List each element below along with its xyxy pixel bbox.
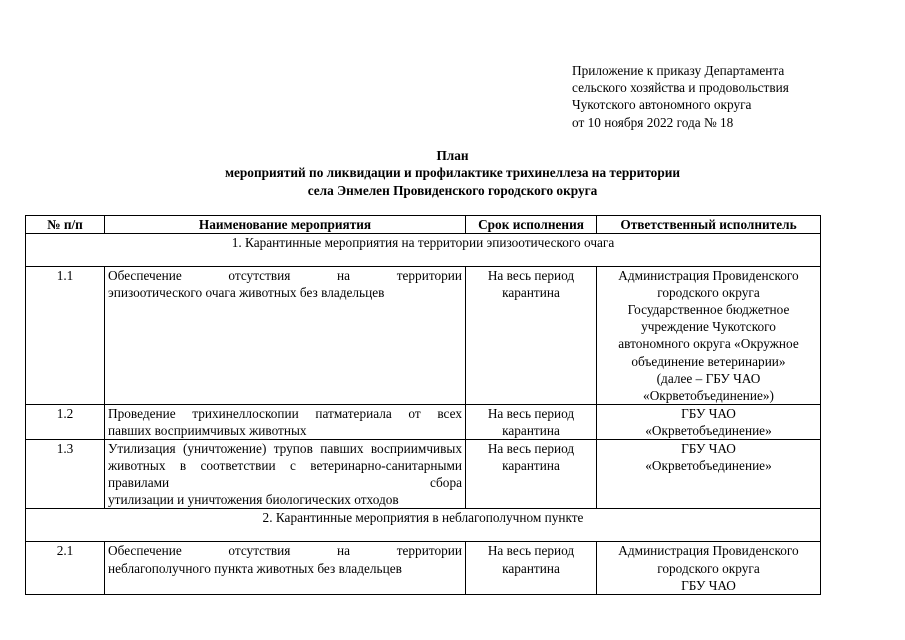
row-name-text: Утилизация (уничтожение) трупов павших восприимчивых животных в соответствии с ветеринарно-санитарными правилами сбора <box>108 441 462 491</box>
row-name-text: утилизации и уничтожения биологических отходов <box>108 492 399 508</box>
row-executor <box>597 404 821 439</box>
row-executor-line: учреждение Чукотского <box>641 319 776 335</box>
plan-title <box>0 147 905 199</box>
row-name-text: Обеспечение отсутствия на территории <box>108 268 462 284</box>
row-name-text: неблагополучного пункта животных без владельцев <box>108 560 402 576</box>
section-title: 2. Карантинные мероприятия в неблагополучном пункте <box>26 509 821 542</box>
row-executor-line: ГБУ ЧАО <box>681 405 736 421</box>
row-term-line: На весь период <box>487 543 575 559</box>
header-number: № п/п <box>26 216 105 234</box>
row-number: 1.2 <box>26 404 105 439</box>
appendix-note <box>572 62 892 131</box>
appendix-line: от 10 ноября 2022 года № 18 <box>572 114 734 130</box>
header-term: Срок исполнения <box>466 216 597 234</box>
row-number: 1.3 <box>26 440 105 509</box>
row-executor-line: ГБУ ЧАО <box>681 441 736 457</box>
section-row <box>26 509 821 542</box>
row-term <box>466 267 597 405</box>
row-executor <box>597 440 821 509</box>
table-row <box>26 542 821 594</box>
row-term-line: карантина <box>502 560 560 576</box>
row-executor-line: Государственное бюджетное <box>627 302 790 318</box>
row-executor-line: «Окрветобъединение» <box>645 422 772 438</box>
row-term-line: На весь период <box>487 268 575 284</box>
table-row <box>26 267 821 405</box>
header-executor: Ответственный исполнитель <box>597 216 821 234</box>
row-name-text: Обеспечение отсутствия на территории <box>108 543 462 559</box>
row-name <box>105 267 466 405</box>
row-term-line: карантина <box>502 285 560 301</box>
row-term <box>466 542 597 594</box>
row-name-text: эпизоотического очага животных без владельцев <box>108 285 385 301</box>
section-title: 1. Карантинные мероприятия на территории эпизоотического очага <box>26 234 821 267</box>
row-name <box>105 404 466 439</box>
table-row <box>26 440 821 509</box>
row-executor-line: городского округа <box>657 560 760 576</box>
row-executor-line: «Окрветобъединение») <box>643 387 774 403</box>
plan-title-line: мероприятий по ликвидации и профилактике трихинеллеза на территории <box>224 165 681 181</box>
row-executor-line: Администрация Провиденского <box>618 543 799 559</box>
row-term-line: карантина <box>502 422 560 438</box>
plan-title-line: села Энмелен Провиденского городского округа <box>307 182 598 198</box>
plan-table <box>25 215 821 595</box>
row-term-line: карантина <box>502 458 560 474</box>
row-executor-line: (далее – ГБУ ЧАО <box>656 370 761 386</box>
row-executor-line: автономного округа «Окружное <box>618 336 799 352</box>
row-name <box>105 440 466 509</box>
row-term-line: На весь период <box>487 405 575 421</box>
row-executor-line: ГБУ ЧАО <box>681 577 736 593</box>
row-number: 2.1 <box>26 542 105 594</box>
row-name <box>105 542 466 594</box>
row-term <box>466 404 597 439</box>
row-number: 1.1 <box>26 267 105 405</box>
appendix-line: сельского хозяйства и продовольствия <box>572 80 789 96</box>
plan-title-line: План <box>436 148 469 163</box>
row-name-text: Проведение трихинеллоскопии патматериала от всех <box>108 405 462 421</box>
table-row <box>26 404 821 439</box>
row-executor-line: Администрация Провиденского <box>618 268 799 284</box>
row-term <box>466 440 597 509</box>
row-term-line: На весь период <box>487 441 575 457</box>
row-executor-line: городского округа <box>657 285 760 301</box>
row-name-text: павших восприимчивых животных <box>108 422 307 438</box>
section-row <box>26 234 821 267</box>
table-header-row <box>26 216 821 234</box>
row-executor-line: «Окрветобъединение» <box>645 458 772 474</box>
appendix-line: Чукотского автономного округа <box>572 97 752 113</box>
row-executor <box>597 267 821 405</box>
row-executor <box>597 542 821 594</box>
row-executor-line: объединение ветеринарии» <box>631 353 786 369</box>
header-name: Наименование мероприятия <box>105 216 466 234</box>
appendix-line: Приложение к приказу Департамента <box>572 63 785 78</box>
